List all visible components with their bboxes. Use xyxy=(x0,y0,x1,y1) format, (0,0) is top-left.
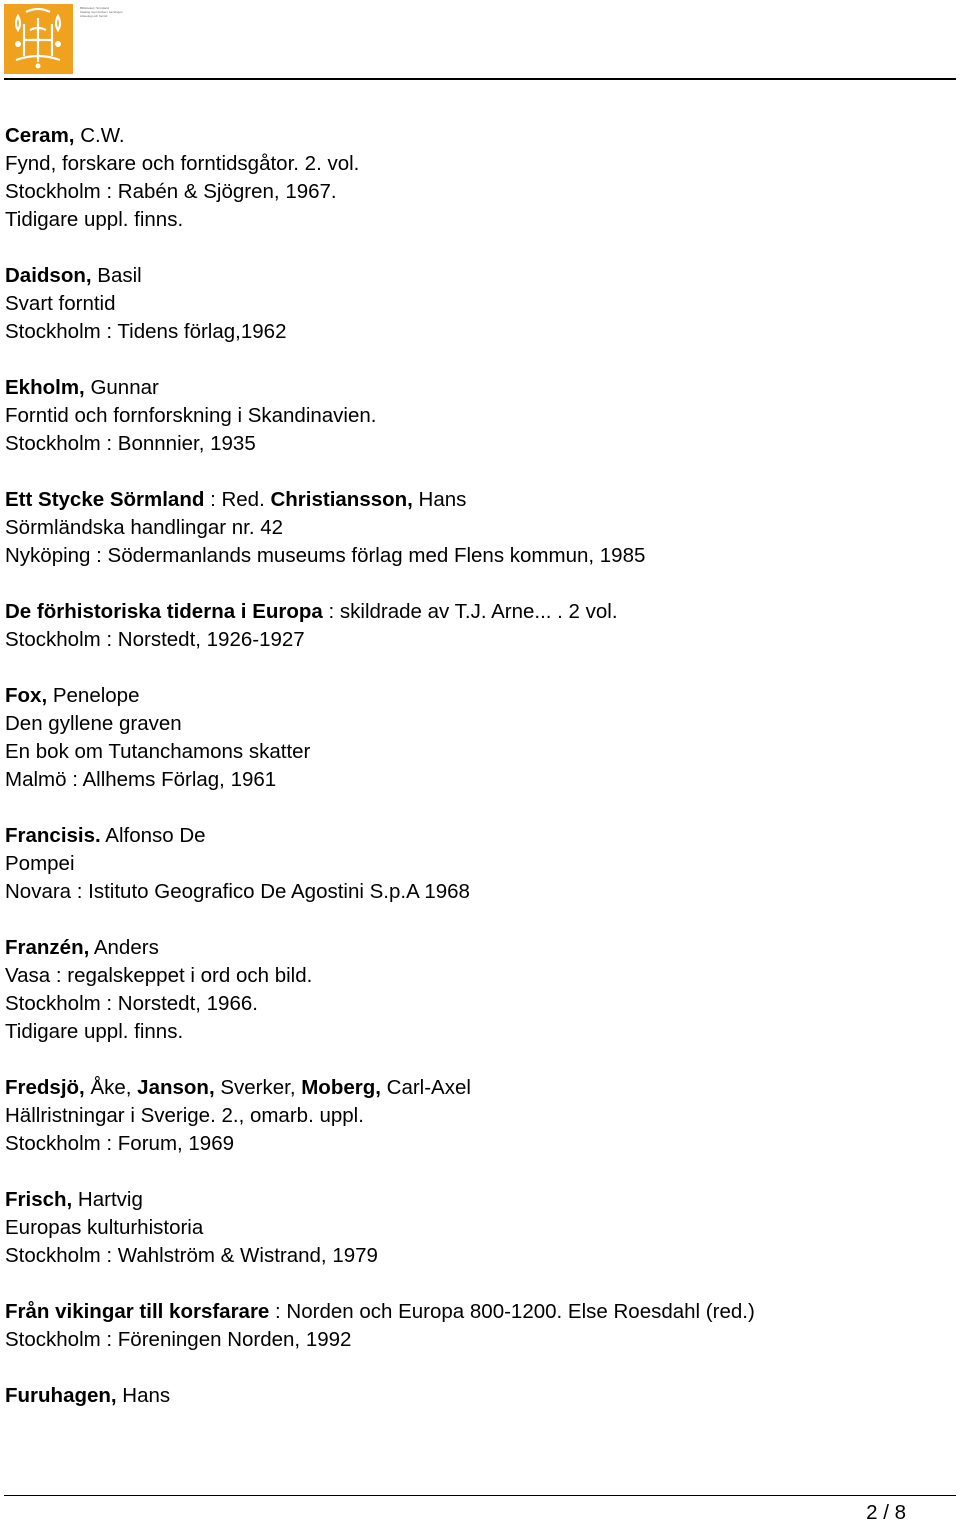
author-name: Furuhagen, xyxy=(5,1384,117,1407)
entry-line: Tidigare uppl. finns. xyxy=(5,1020,184,1043)
entry-line: Den gyllene graven xyxy=(5,712,182,735)
entry-author-line xyxy=(5,262,955,290)
author-given-name: Carl-Axel xyxy=(380,1076,471,1099)
entry-line: Sörmländska handlingar nr. 42 xyxy=(5,516,284,539)
editor-given-name: Hans xyxy=(412,488,467,511)
entry-line: Svart forntid xyxy=(5,292,116,315)
bibliography-entry xyxy=(5,598,955,654)
author-given-name: Åke, xyxy=(84,1076,138,1099)
entry-author-line xyxy=(5,374,955,402)
entry-line: Stockholm : Rabén & Sjögren, 1967. xyxy=(5,180,337,203)
author-name: Frisch, xyxy=(5,1188,73,1211)
entry-line: Malmö : Allhems Förlag, 1961 xyxy=(5,768,277,791)
editor-name: Christiansson, xyxy=(270,488,413,511)
entry-author-line xyxy=(5,122,955,150)
library-logo-icon xyxy=(4,4,73,74)
header-caption-line: Biblioteket i Sörmland xyxy=(80,6,110,10)
author-name: Ekholm, xyxy=(5,376,85,399)
entry-author-line xyxy=(5,1382,955,1410)
entry-line: En bok om Tutanchamons skatter xyxy=(5,740,311,763)
entry-title-line xyxy=(5,486,955,514)
author-given-name: Basil xyxy=(91,264,142,287)
entry-title: Från vikingar till korsfarare xyxy=(5,1300,270,1323)
entry-line: Stockholm : Bonnnier, 1935 xyxy=(5,432,256,455)
bibliography-entry xyxy=(5,122,955,234)
entry-title: Ett Stycke Sörmland xyxy=(5,488,205,511)
entry-author-line xyxy=(5,1186,955,1214)
author-name: Franzén, xyxy=(5,936,90,959)
entry-title-connector: : Red. xyxy=(204,488,271,511)
entry-line: Stockholm : Wahlström & Wistrand, 1979 xyxy=(5,1244,378,1267)
entry-line: Stockholm : Forum, 1969 xyxy=(5,1132,235,1155)
author-name: Daidson, xyxy=(5,264,92,287)
entry-line: Hällristningar i Sverige. 2., omarb. uppl. xyxy=(5,1104,364,1127)
entry-line: Stockholm : Norstedt, 1966. xyxy=(5,992,258,1015)
author-given-name: Sverker, xyxy=(214,1076,302,1099)
entry-author-line xyxy=(5,934,955,962)
author-name: Francisis. xyxy=(5,824,101,847)
header-caption xyxy=(80,6,150,18)
entry-title-rest: : skildrade av T.J. Arne... . 2 vol. xyxy=(322,600,618,623)
entry-line: Stockholm : Föreningen Norden, 1992 xyxy=(5,1328,352,1351)
library-logo xyxy=(4,4,73,74)
entry-author-line xyxy=(5,822,955,850)
entry-line: Vasa : regalskeppet i ord och bild. xyxy=(5,964,313,987)
author-name: Fox, xyxy=(5,684,48,707)
author-name: Ceram, xyxy=(5,124,75,147)
entry-title-line xyxy=(5,1298,955,1326)
author-given-name: Hans xyxy=(116,1384,171,1407)
bibliography-entry xyxy=(5,934,955,1046)
bibliography-entry xyxy=(5,1074,955,1158)
entry-line: Forntid och fornforskning i Skandinavien. xyxy=(5,404,377,427)
entry-line: Europas kulturhistoria xyxy=(5,1216,204,1239)
page-number: 2 / 8 xyxy=(866,1501,906,1524)
author-name: Fredsjö, xyxy=(5,1076,85,1099)
entry-title-line xyxy=(5,598,955,626)
entry-author-line xyxy=(5,1074,955,1102)
author-given-name: C.W. xyxy=(74,124,125,147)
header-rule xyxy=(4,78,956,80)
author-name: Janson, xyxy=(137,1076,215,1099)
entry-line: Tidigare uppl. finns. xyxy=(5,208,184,231)
bibliography-entry xyxy=(5,1186,955,1270)
entry-title-rest: : Norden och Europa 800-1200. Else Roesdahl (red.) xyxy=(269,1300,755,1323)
author-given-name: Hartvig xyxy=(72,1188,143,1211)
entry-line: Stockholm : Tidens förlag,1962 xyxy=(5,320,287,343)
entry-line: Pompei xyxy=(5,852,75,875)
bibliography-entry xyxy=(5,374,955,458)
entry-line: Stockholm : Norstedt, 1926-1927 xyxy=(5,628,305,651)
author-given-name: Anders xyxy=(89,936,159,959)
bibliography-entry xyxy=(5,262,955,346)
bibliography-entry xyxy=(5,486,955,570)
author-given-name: Gunnar xyxy=(84,376,159,399)
author-given-name: Alfonso De xyxy=(100,824,206,847)
bibliography-entry xyxy=(5,1298,955,1354)
header-caption-line: Katalog över böcker i samlingen xyxy=(80,10,123,14)
bibliography-entry xyxy=(5,682,955,794)
entry-line: Novara : Istituto Geografico De Agostini S.p.A 1968 xyxy=(5,880,470,903)
bibliography-entry xyxy=(5,822,955,906)
entry-line: Fynd, forskare och forntidsgåtor. 2. vol. xyxy=(5,152,360,175)
header-caption-line: Arkeologi och forntid xyxy=(80,14,108,18)
author-name: Moberg, xyxy=(301,1076,381,1099)
entry-line: Nyköping : Södermanlands museums förlag med Flens kommun, 1985 xyxy=(5,544,646,567)
bibliography-entry xyxy=(5,1382,955,1410)
entry-author-line xyxy=(5,682,955,710)
footer-rule xyxy=(4,1495,956,1496)
entry-title: De förhistoriska tiderna i Europa xyxy=(5,600,323,623)
author-given-name: Penelope xyxy=(47,684,140,707)
bibliography-list xyxy=(5,122,955,1438)
